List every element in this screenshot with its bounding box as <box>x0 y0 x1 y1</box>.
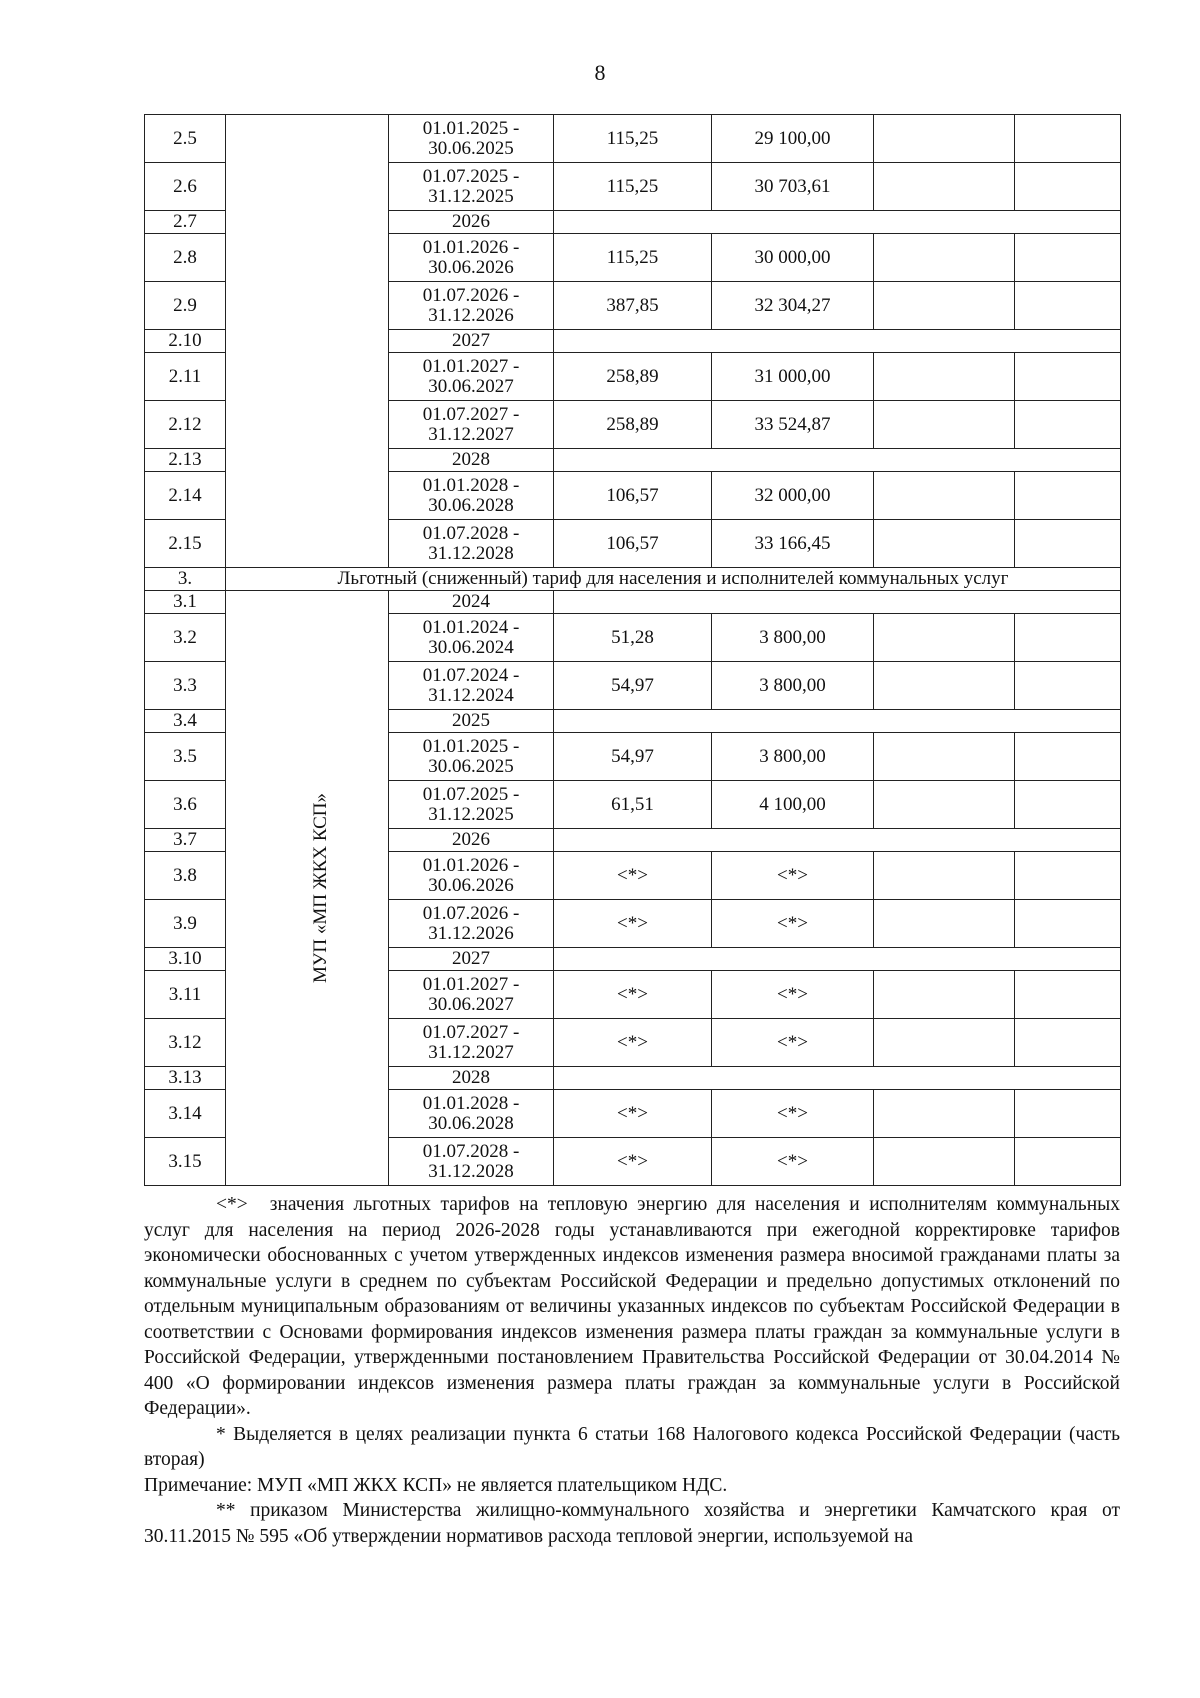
value-cell: <*> <box>554 900 712 948</box>
empty-cell <box>1015 520 1121 568</box>
empty-cell <box>1015 971 1121 1019</box>
period-cell <box>389 662 554 710</box>
value-cell: 54,97 <box>554 662 712 710</box>
row-number: 2.9 <box>145 282 226 330</box>
value-cell: 3 800,00 <box>712 733 874 781</box>
value-cell: 387,85 <box>554 282 712 330</box>
year-cell: 2027 <box>389 948 554 971</box>
value-cell: 106,57 <box>554 472 712 520</box>
period-cell <box>389 852 554 900</box>
table-row <box>145 591 1121 614</box>
period-cell <box>389 733 554 781</box>
value-cell: <*> <box>712 1090 874 1138</box>
value-cell: <*> <box>712 1019 874 1067</box>
period-start: 01.01.2025 - <box>422 117 520 139</box>
period-end: 31.12.2027 <box>428 1041 514 1063</box>
period-start: 01.07.2026 - <box>422 902 520 924</box>
period-cell <box>389 401 554 449</box>
empty-cell <box>1015 1090 1121 1138</box>
empty-cell <box>1015 353 1121 401</box>
row-number: 2.11 <box>145 353 226 401</box>
tariff-table <box>144 114 1121 1186</box>
period-start: 01.01.2024 - <box>422 616 520 638</box>
empty-cell <box>874 234 1015 282</box>
period-start: 01.01.2026 - <box>422 236 520 258</box>
value-cell: 115,25 <box>554 234 712 282</box>
value-cell: <*> <box>712 971 874 1019</box>
year-empty-cell <box>554 710 1121 733</box>
period-cell <box>389 472 554 520</box>
empty-cell <box>874 115 1015 163</box>
value-cell: <*> <box>554 1090 712 1138</box>
empty-cell <box>1015 781 1121 829</box>
year-cell: 2026 <box>389 829 554 852</box>
row-number: 2.14 <box>145 472 226 520</box>
period-end: 30.06.2027 <box>428 375 514 397</box>
row-number: 3.7 <box>145 829 226 852</box>
row-number: 2.8 <box>145 234 226 282</box>
footnote-order: ** приказом Министерства жилищно-коммунального хозяйства и энергетики Камчатского края от 30.11.2015 № 595 «Об утверждении нормативов расхода тепловой энергии, используемой на <box>144 1500 1120 1547</box>
period-end: 31.12.2028 <box>428 542 514 564</box>
period-start: 01.01.2027 - <box>422 973 520 995</box>
row-number: 3.6 <box>145 781 226 829</box>
row-number: 3.4 <box>145 710 226 733</box>
row-number: 3.5 <box>145 733 226 781</box>
period-end: 30.06.2025 <box>428 755 514 777</box>
year-cell: 2024 <box>389 591 554 614</box>
period-cell <box>389 282 554 330</box>
period-cell <box>389 614 554 662</box>
year-empty-cell <box>554 829 1121 852</box>
footnote-vat: * Выделяется в целях реализации пункта 6 статьи 168 Налогового кодекса Российской Федерации (часть вторая) <box>144 1423 1120 1470</box>
period-end: 30.06.2028 <box>428 494 514 516</box>
period-cell <box>389 115 554 163</box>
row-number: 2.12 <box>145 401 226 449</box>
period-start: 01.07.2024 - <box>422 664 520 686</box>
empty-cell <box>874 1090 1015 1138</box>
row-number: 3.13 <box>145 1067 226 1090</box>
empty-cell <box>874 1138 1015 1186</box>
row-number: 3.8 <box>145 852 226 900</box>
row-number: 3.15 <box>145 1138 226 1186</box>
section-header-row <box>145 568 1121 591</box>
empty-cell <box>1015 401 1121 449</box>
period-end: 30.06.2025 <box>428 137 514 159</box>
period-end: 30.06.2026 <box>428 874 514 896</box>
empty-cell <box>1015 472 1121 520</box>
period-end: 31.12.2028 <box>428 1160 514 1182</box>
empty-cell <box>874 520 1015 568</box>
row-number: 3.14 <box>145 1090 226 1138</box>
value-cell: 51,28 <box>554 614 712 662</box>
period-start: 01.01.2027 - <box>422 355 520 377</box>
empty-cell <box>874 353 1015 401</box>
year-empty-cell <box>554 211 1121 234</box>
row-number: 3.1 <box>145 591 226 614</box>
row-number: 3.11 <box>145 971 226 1019</box>
period-end: 31.12.2026 <box>428 922 514 944</box>
organization-name: МУП «МП ЖКХ КСП» <box>309 793 331 983</box>
empty-cell <box>1015 852 1121 900</box>
period-end: 31.12.2024 <box>428 684 514 706</box>
section-title: Льготный (сниженный) тариф для населения и исполнителей коммунальных услуг <box>226 568 1121 591</box>
period-end: 30.06.2024 <box>428 636 514 658</box>
row-number: 2.5 <box>145 115 226 163</box>
value-cell: 32 304,27 <box>712 282 874 330</box>
period-cell <box>389 1019 554 1067</box>
empty-cell <box>874 852 1015 900</box>
row-number: 3.2 <box>145 614 226 662</box>
period-start: 01.07.2028 - <box>422 1140 520 1162</box>
value-cell: 33 166,45 <box>712 520 874 568</box>
period-cell <box>389 971 554 1019</box>
empty-cell <box>1015 900 1121 948</box>
section-number: 3. <box>145 568 226 591</box>
period-start: 01.01.2028 - <box>422 1092 520 1114</box>
year-cell: 2028 <box>389 449 554 472</box>
row-number: 2.13 <box>145 449 226 472</box>
year-empty-cell <box>554 449 1121 472</box>
footnote-star-marker: <*> <box>216 1194 248 1215</box>
value-cell: 115,25 <box>554 163 712 211</box>
period-start: 01.07.2027 - <box>422 403 520 425</box>
value-cell: 29 100,00 <box>712 115 874 163</box>
row-number: 2.6 <box>145 163 226 211</box>
period-end: 30.06.2027 <box>428 993 514 1015</box>
period-end: 31.12.2025 <box>428 803 514 825</box>
value-cell: 32 000,00 <box>712 472 874 520</box>
period-end: 31.12.2025 <box>428 185 514 207</box>
row-number: 3.12 <box>145 1019 226 1067</box>
period-start: 01.07.2027 - <box>422 1021 520 1043</box>
value-cell: <*> <box>554 1019 712 1067</box>
row-number: 3.10 <box>145 948 226 971</box>
period-cell <box>389 353 554 401</box>
empty-cell <box>1015 163 1121 211</box>
empty-cell <box>1015 662 1121 710</box>
period-start: 01.01.2026 - <box>422 854 520 876</box>
value-cell: 115,25 <box>554 115 712 163</box>
footnote-star-text: значения льготных тарифов на тепловую энергию для населения и исполнителям коммунальных услуг для населения на период 2026-2028 годы устанавливаются при ежегодной корректировке тарифов экономически обоснованных с учетом утвержденных индексов изменения размера вносимой гражданами платы за коммунальные услуги в среднем по субъектам Российской Федерации и предельно допустимых отклонений по отдельным муниципальным образованиям от величины указанных индексов по субъектам Российской Федерации в соответствии с Основами формирования индексов изменения размера платы граждан за коммунальные услуги в Российской Федерации, утвержденными постановлением Правительства Российской Федерации от 30.04.2014 № 400 «О формировании индексов изменения размера платы граждан за коммунальные услуги в Российской Федерации». <box>144 1194 1120 1419</box>
value-cell: 3 800,00 <box>712 662 874 710</box>
row-number: 2.7 <box>145 211 226 234</box>
value-cell: 33 524,87 <box>712 401 874 449</box>
empty-cell <box>1015 1138 1121 1186</box>
period-start: 01.07.2028 - <box>422 522 520 544</box>
year-empty-cell <box>554 948 1121 971</box>
value-cell: <*> <box>712 900 874 948</box>
value-cell: <*> <box>554 971 712 1019</box>
empty-cell <box>874 163 1015 211</box>
empty-cell <box>1015 115 1121 163</box>
value-cell: <*> <box>554 1138 712 1186</box>
period-start: 01.07.2026 - <box>422 284 520 306</box>
value-cell: <*> <box>712 1138 874 1186</box>
period-cell <box>389 781 554 829</box>
empty-cell <box>874 1019 1015 1067</box>
row-number: 2.15 <box>145 520 226 568</box>
row-number: 3.3 <box>145 662 226 710</box>
period-start: 01.01.2028 - <box>422 474 520 496</box>
period-end: 30.06.2026 <box>428 256 514 278</box>
empty-cell <box>1015 1019 1121 1067</box>
value-cell: 258,89 <box>554 353 712 401</box>
organization-cell <box>226 115 389 568</box>
empty-cell <box>1015 282 1121 330</box>
empty-cell <box>874 472 1015 520</box>
value-cell: 258,89 <box>554 401 712 449</box>
period-cell <box>389 234 554 282</box>
empty-cell <box>1015 733 1121 781</box>
page-number: 8 <box>594 60 606 85</box>
value-cell: <*> <box>712 852 874 900</box>
year-cell: 2027 <box>389 330 554 353</box>
year-empty-cell <box>554 1067 1121 1090</box>
value-cell: 54,97 <box>554 733 712 781</box>
organization-cell <box>226 591 389 1186</box>
year-empty-cell <box>554 330 1121 353</box>
table-row <box>145 115 1121 163</box>
footnote-star <box>144 1192 1120 1422</box>
period-start: 01.01.2025 - <box>422 735 520 757</box>
row-number: 2.10 <box>145 330 226 353</box>
period-end: 31.12.2026 <box>428 304 514 326</box>
empty-cell <box>874 401 1015 449</box>
empty-cell <box>874 662 1015 710</box>
period-cell <box>389 163 554 211</box>
empty-cell <box>874 971 1015 1019</box>
footnote-remark: Примечание: МУП «МП ЖКХ КСП» не является плательщиком НДС. <box>144 1474 728 1496</box>
empty-cell <box>874 614 1015 662</box>
empty-cell <box>874 781 1015 829</box>
period-end: 30.06.2028 <box>428 1112 514 1134</box>
value-cell: <*> <box>554 852 712 900</box>
empty-cell <box>1015 614 1121 662</box>
value-cell: 61,51 <box>554 781 712 829</box>
period-cell <box>389 520 554 568</box>
value-cell: 106,57 <box>554 520 712 568</box>
row-number: 3.9 <box>145 900 226 948</box>
empty-cell <box>874 733 1015 781</box>
value-cell: 30 000,00 <box>712 234 874 282</box>
empty-cell <box>1015 234 1121 282</box>
tariff-table-body <box>145 115 1121 1186</box>
year-cell: 2025 <box>389 710 554 733</box>
year-cell: 2026 <box>389 211 554 234</box>
empty-cell <box>874 900 1015 948</box>
period-end: 31.12.2027 <box>428 423 514 445</box>
value-cell: 4 100,00 <box>712 781 874 829</box>
empty-cell <box>874 282 1015 330</box>
period-cell <box>389 1138 554 1186</box>
period-start: 01.07.2025 - <box>422 165 520 187</box>
year-empty-cell <box>554 591 1121 614</box>
period-cell <box>389 1090 554 1138</box>
period-cell <box>389 900 554 948</box>
year-cell: 2028 <box>389 1067 554 1090</box>
value-cell: 31 000,00 <box>712 353 874 401</box>
footnotes <box>144 1192 1120 1549</box>
value-cell: 3 800,00 <box>712 614 874 662</box>
period-start: 01.07.2025 - <box>422 783 520 805</box>
value-cell: 30 703,61 <box>712 163 874 211</box>
